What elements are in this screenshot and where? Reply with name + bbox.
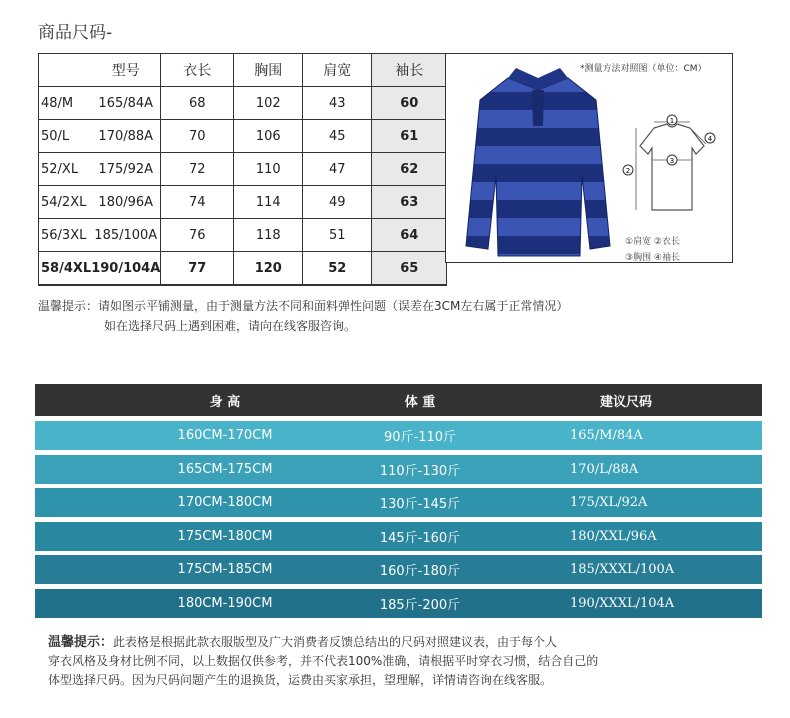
weight-cell: 145斤-160斤 <box>379 531 461 546</box>
weight-cell: 185斤-200斤 <box>379 598 461 613</box>
height-cell: 170CM-180CM <box>177 495 273 510</box>
table-row <box>39 120 447 153</box>
size-col-header <box>39 54 92 87</box>
size-cell: 180/XXL/96A <box>570 529 657 544</box>
measurement-note: *测量方法对照图（单位：CM） <box>580 64 707 74</box>
tip-line: 体型选择尺码。因为尺码问题产生的退换货，运费由买家承担，望理解，详情请咨询在线客服。 <box>48 673 553 687</box>
table-cell: 165/84A <box>91 87 161 120</box>
table-cell: 118 <box>234 219 303 252</box>
tip-line: 温馨提示：请如图示平铺测量，由于测量方法不同和面料弹性问题（误差在3CM左右属于正常情况） <box>38 299 569 313</box>
size-cell: 175/XL/92A <box>570 495 648 510</box>
table-cell: 68 <box>161 87 234 120</box>
table-cell: 64 <box>372 219 447 252</box>
table-row <box>35 589 762 618</box>
table-cell: 51 <box>303 219 372 252</box>
measurement-panel <box>445 53 733 263</box>
recommendation-header <box>35 384 762 416</box>
svg-text:4: 4 <box>707 135 713 143</box>
table-cell: 61 <box>372 120 447 153</box>
tip-line: 穿衣风格及身材比例不同，以上数据仅供参考，并不代表100%准确，请根据平时穿衣习惯，结合自己的 <box>48 654 599 668</box>
table-cell: 175/92A <box>91 153 161 186</box>
weight-cell: 110斤-130斤 <box>379 464 461 479</box>
height-cell: 175CM-185CM <box>177 562 273 577</box>
svg-text:2: 2 <box>625 167 631 175</box>
table-cell: 120 <box>234 252 303 286</box>
table-row <box>35 421 762 450</box>
rec-col-header: 建议尺码 <box>600 394 653 410</box>
table-cell: 76 <box>161 219 234 252</box>
svg-text:1: 1 <box>669 117 675 125</box>
height-cell: 180CM-190CM <box>177 596 273 611</box>
measurement-tip <box>38 296 568 336</box>
tip-line: 如在选择尺码上遇到困难，请向在线客服咨询。 <box>104 319 357 333</box>
table-cell: 43 <box>303 87 372 120</box>
size-col-header: 肩宽 <box>303 54 372 87</box>
svg-text:3: 3 <box>669 157 675 165</box>
tip-line: 此表格是根据此款衣服版型及广大消费者反馈总结出的尺码对照建议表，由于每个人 <box>113 635 558 649</box>
table-cell: 50/L <box>39 120 92 153</box>
table-cell: 52/XL <box>39 153 92 186</box>
weight-cell: 130斤-145斤 <box>379 497 461 512</box>
page-title: 商品尺码- <box>38 23 113 43</box>
table-row <box>39 219 447 252</box>
table-cell: 185/100A <box>91 219 161 252</box>
legend-line: ①肩宽 ②衣长 <box>625 237 680 247</box>
table-cell: 52 <box>303 252 372 286</box>
size-col-header: 衣长 <box>161 54 234 87</box>
table-row <box>39 87 447 120</box>
table-cell: 170/88A <box>91 120 161 153</box>
table-row <box>35 522 762 551</box>
table-cell: 65 <box>372 252 447 286</box>
size-cell: 185/XXXL/100A <box>570 562 675 577</box>
legend-line: ③胸围 ④袖长 <box>625 253 680 263</box>
table-cell: 72 <box>161 153 234 186</box>
size-advice-tip <box>48 633 768 690</box>
size-cell: 190/XXXL/104A <box>570 596 675 611</box>
table-cell: 58/4XL <box>39 252 92 286</box>
table-cell: 180/96A <box>91 186 161 219</box>
table-cell: 74 <box>161 186 234 219</box>
table-cell: 63 <box>372 186 447 219</box>
size-col-header: 胸围 <box>234 54 303 87</box>
table-cell: 56/3XL <box>39 219 92 252</box>
measurement-legend <box>625 234 680 266</box>
height-cell: 175CM-180CM <box>177 529 273 544</box>
size-cell: 165/M/84A <box>570 428 643 443</box>
table-cell: 47 <box>303 153 372 186</box>
weight-cell: 160斤-180斤 <box>379 564 461 579</box>
size-col-header: 袖长 <box>372 54 447 87</box>
table-cell: 70 <box>161 120 234 153</box>
table-cell: 77 <box>161 252 234 286</box>
polo-shirt-image <box>446 56 626 262</box>
height-cell: 165CM-175CM <box>177 462 273 477</box>
height-cell: 160CM-170CM <box>177 428 273 443</box>
size-col-header: 型号 <box>91 54 161 87</box>
table-cell: 62 <box>372 153 447 186</box>
rec-col-header: 体 重 <box>404 394 436 410</box>
table-cell: 54/2XL <box>39 186 92 219</box>
rec-col-header: 身 高 <box>209 394 241 410</box>
weight-cell: 90斤-110斤 <box>383 430 457 445</box>
table-row <box>39 252 447 286</box>
table-row <box>39 153 447 186</box>
table-cell: 102 <box>234 87 303 120</box>
table-cell: 48/M <box>39 87 92 120</box>
table-cell: 45 <box>303 120 372 153</box>
table-cell: 190/104A <box>91 252 161 286</box>
table-cell: 49 <box>303 186 372 219</box>
table-row <box>35 455 762 484</box>
size-table <box>38 53 447 286</box>
table-cell: 106 <box>234 120 303 153</box>
table-cell: 60 <box>372 87 447 120</box>
measurement-diagram <box>622 114 722 224</box>
table-cell: 110 <box>234 153 303 186</box>
table-cell: 114 <box>234 186 303 219</box>
size-cell: 170/L/88A <box>570 462 639 477</box>
size-table-header <box>39 54 447 87</box>
table-row <box>35 488 762 517</box>
tip-label: 温馨提示： <box>48 635 114 650</box>
table-row <box>35 555 762 584</box>
table-row <box>39 186 447 219</box>
